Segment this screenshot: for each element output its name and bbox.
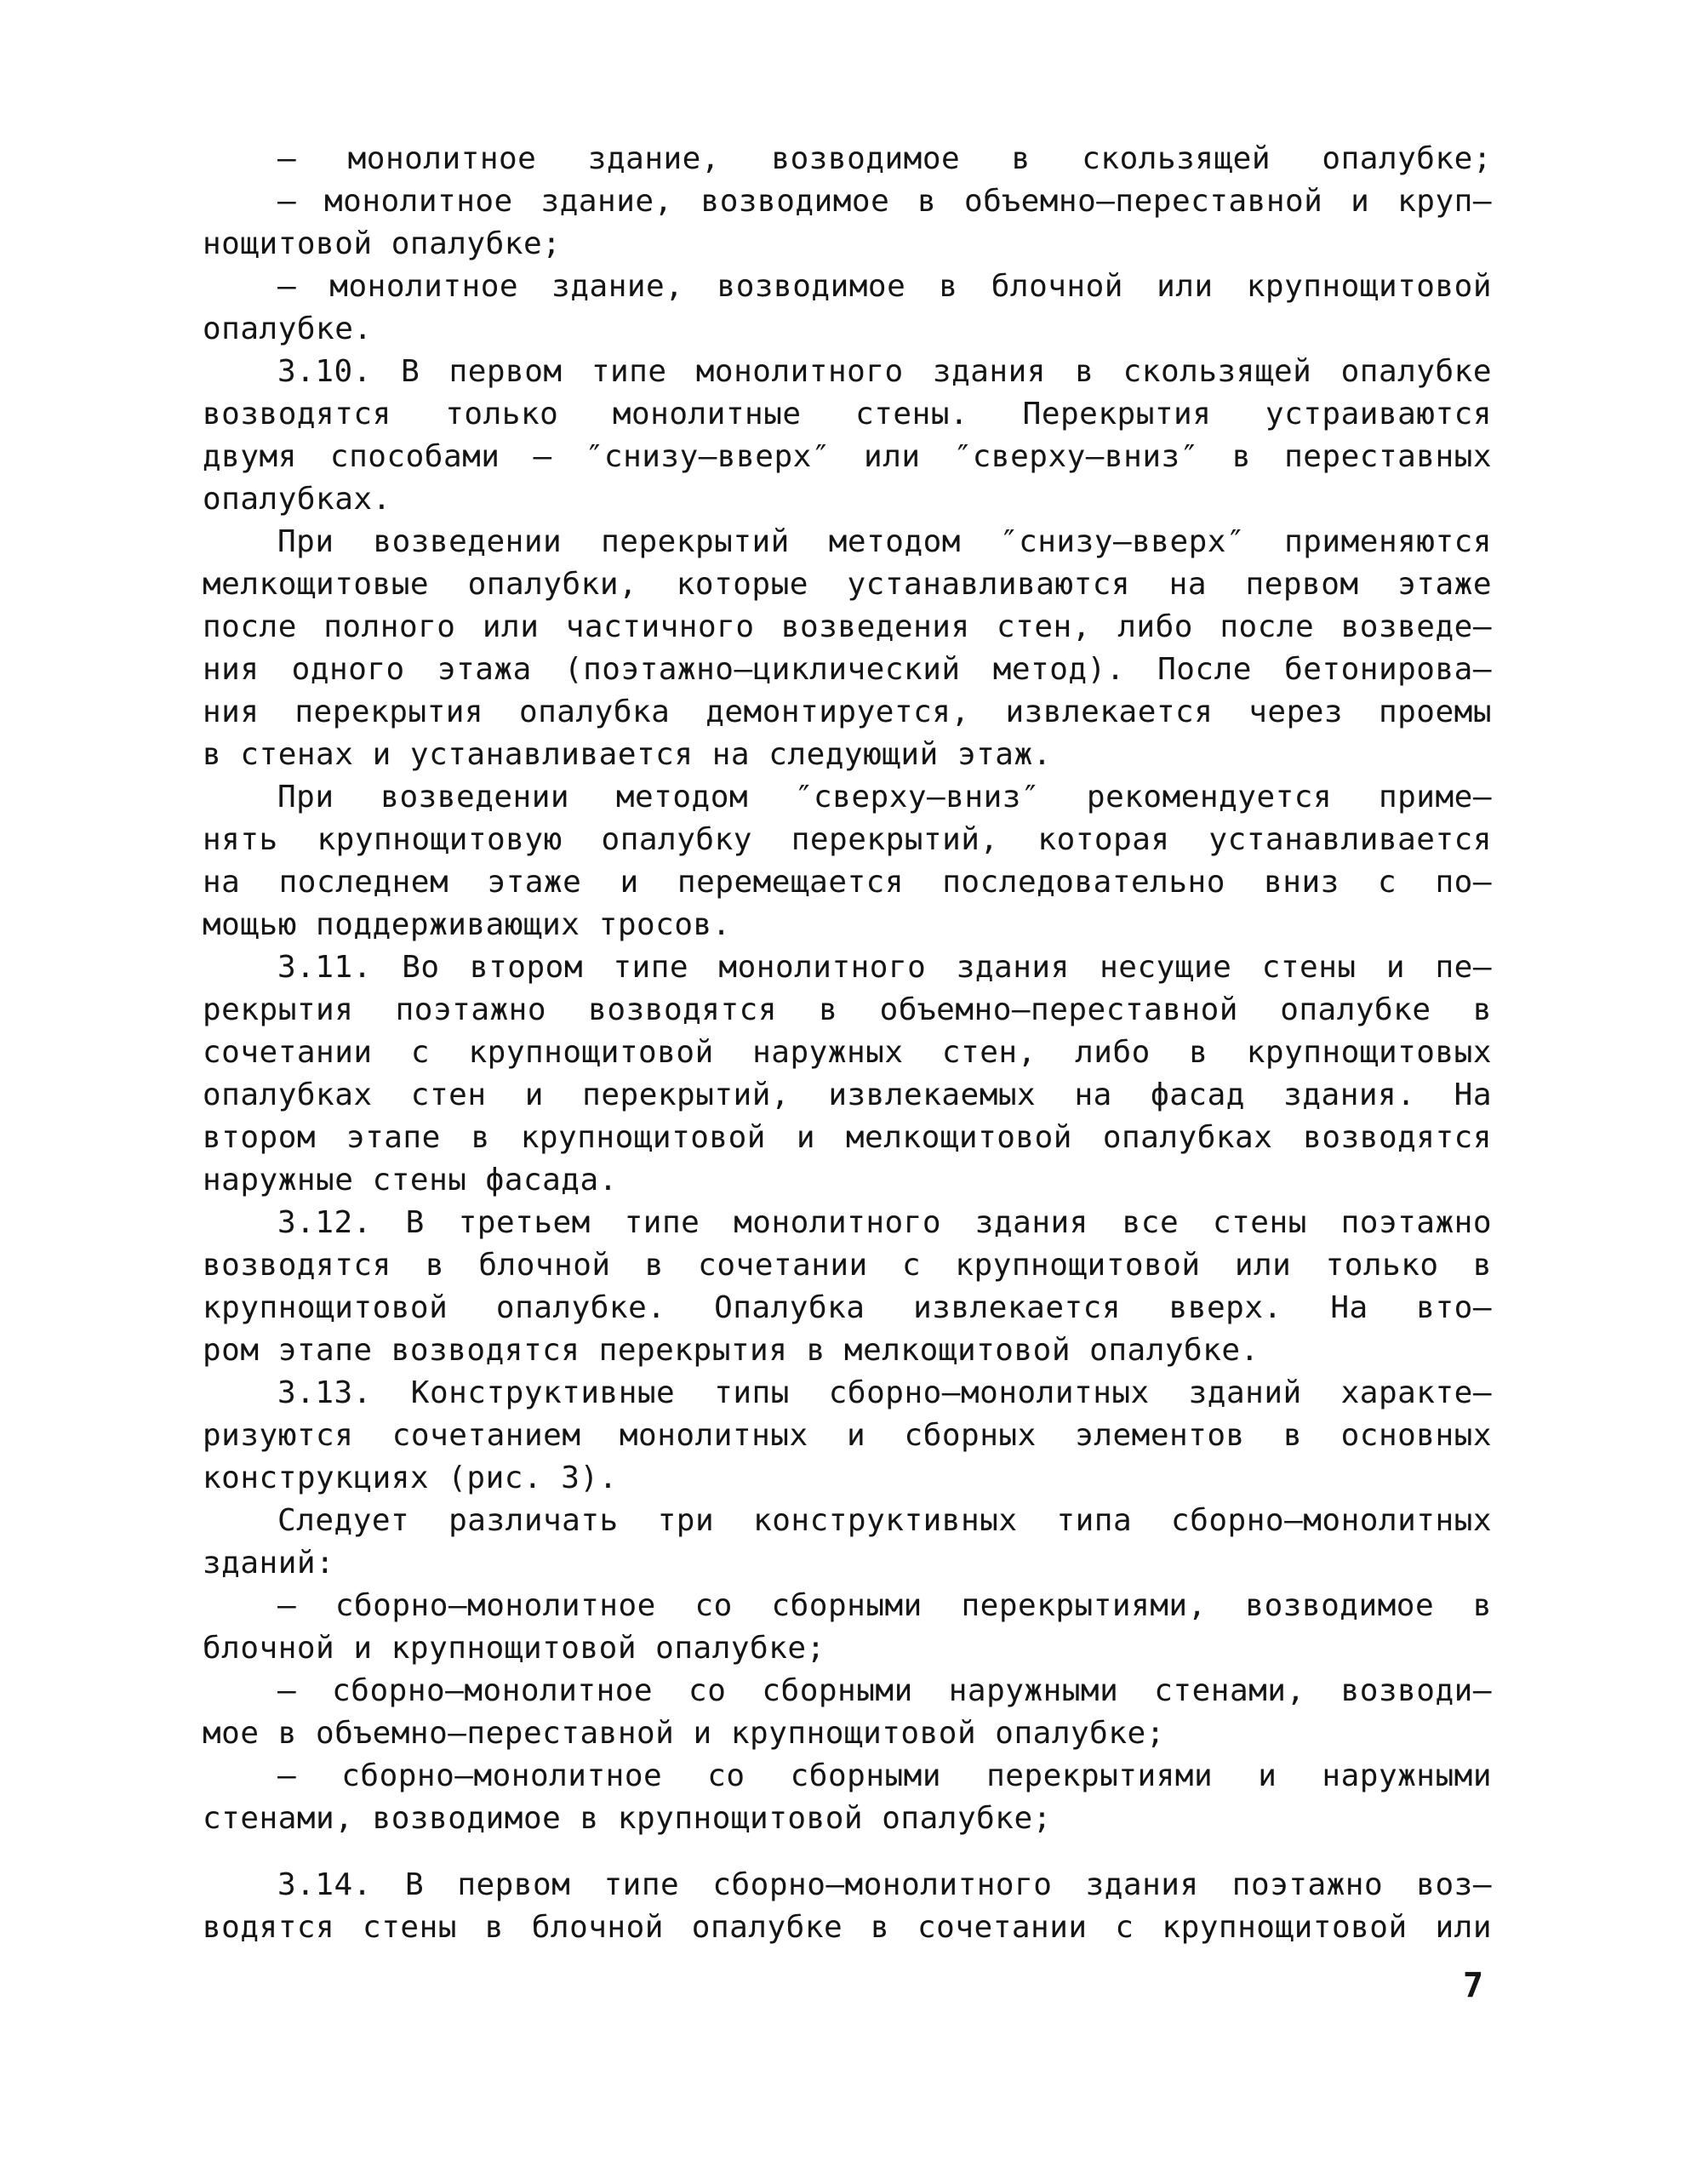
text-line: – монолитное здание, возводимое в объемно–переставной и круп– [277,184,1492,219]
text-line: нять крупнощитовую опалубку перекрытий, которая устанавливается [203,822,1492,857]
text-line: зданий: [203,1546,335,1581]
text-line: 3.10. В первом типе монолитного здания в скользящей опалубке [277,354,1492,389]
text-line: При возведении методом ″сверху–вниз″ рекомендуется приме– [277,780,1492,815]
text-line: – монолитное здание, возводимое в скользящей опалубке; [277,141,1492,176]
text-line: 3.13. Конструктивные типы сборно–монолитных зданий характе– [277,1375,1492,1410]
text-line: Следует различать три конструктивных типа сборно–монолитных [277,1503,1492,1538]
text-line: конструкциях (рис. 3). [203,1461,618,1495]
text-line: 3.14. В первом типе сборно–монолитного здания поэтажно воз– [277,1867,1492,1902]
text-line: 3.12. В третьем типе монолитного здания все стены поэтажно [277,1205,1492,1240]
text-line: – сборно–монолитное со сборными перекрытиями и наружными [277,1758,1492,1793]
text-line: – монолитное здание, возводимое в блочной или крупнощитовой [277,269,1492,304]
body-text [203,138,1492,1949]
text-line: стенами, возводимое в крупнощитовой опалубке; [203,1801,1052,1836]
text-line: – сборно–монолитное со сборными перекрытиями, возводимое в [277,1588,1492,1623]
text-line: ром этапе возводятся перекрытия в мелкощитовой опалубке. [203,1333,1260,1368]
text-line: после полного или частичного возведения стен, либо после возведе– [203,609,1492,644]
text-line: возводятся в блочной в сочетании с крупнощитовой или только в [203,1248,1492,1283]
text-line: на последнем этаже и перемещается последовательно вниз с по– [203,865,1492,900]
text-line: сочетании с крупнощитовой наружных стен, либо в крупнощитовых [203,1035,1492,1070]
text-line: – сборно–монолитное со сборными наружными стенами, возводи– [277,1673,1492,1708]
text-line: наружные стены фасада. [203,1163,618,1198]
text-line: крупнощитовой опалубке. Опалубка извлекается вверх. На вто– [203,1290,1492,1325]
text-line: При возведении перекрытий методом ″снизу–вверх″ применяются [277,524,1492,559]
text-line: ризуются сочетанием монолитных и сборных элементов в основных [203,1418,1492,1453]
text-line: мелкощитовые опалубки, которые устанавливаются на первом этаже [203,567,1492,602]
text-line: блочной и крупнощитовой опалубке; [203,1631,825,1666]
text-line: водятся стены в блочной опалубке в сочетании с крупнощитовой или [203,1910,1492,1945]
text-line: опалубке. [203,312,373,346]
text-line: ния одного этажа (поэтажно–циклический метод). После бетонирова– [203,652,1492,687]
text-line: двумя способами – ″снизу–вверх″ или ″сверху–вниз″ в переставных [203,439,1492,474]
text-line: мое в объемно–переставной и крупнощитовой опалубке; [203,1716,1165,1751]
text-line: 3.11. Во втором типе монолитного здания несущие стены и пе– [277,950,1492,985]
text-line: рекрытия поэтажно возводятся в объемно–переставной опалубке в [203,992,1492,1027]
text-line: втором этапе в крупнощитовой и мелкощитовой опалубках возводятся [203,1120,1492,1155]
text-line: ния перекрытия опалубка демонтируется, извлекается через проемы [203,695,1492,729]
text-line: возводятся только монолитные стены. Перекрытия устраиваются [203,397,1492,432]
text-line: опалубках стен и перекрытий, извлекаемых на фасад здания. На [203,1078,1492,1112]
text-line: в стенах и устанавливается на следующий этаж. [203,737,1052,772]
text-line: мощью поддерживающих тросов. [203,907,731,942]
text-line: нощитовой опалубке; [203,226,562,261]
text-line: опалубках. [203,482,391,517]
page-number: 7 [1463,1966,1484,2005]
